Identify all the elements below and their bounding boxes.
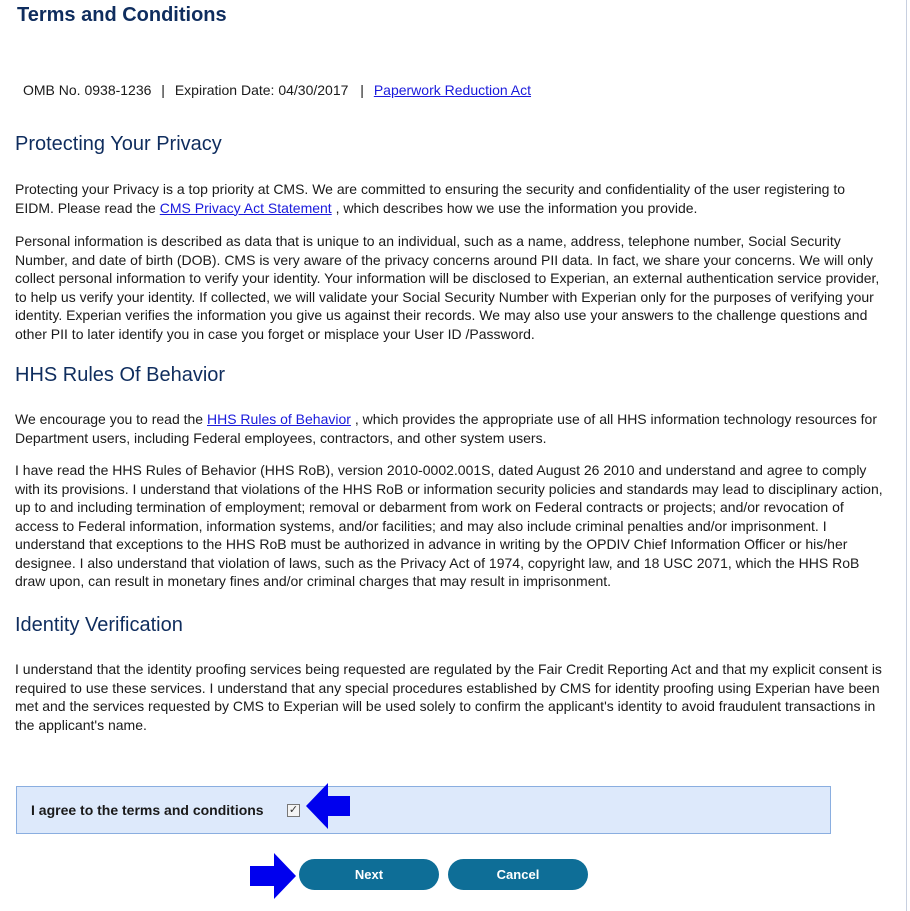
rules-paragraph-2: I have read the HHS Rules of Behavior (HHS RoB), version 2010-0002.001S, dated August 26 2010 and understand and agree to comply with its provisions. I understand that violations of the HHS RoB or information security policies and standards may lead to disciplinary action, up to and including termination of employment; removal or debarment from work on Federal contracts or projects; and/or revocation of access to Federal information, information systems, and/or facilities; and may also include criminal penalties and/or imprisonment. I understand that exceptions to the HHS RoB must be authorized in advance in writing by the OPDIV Chief Information Officer or his/her designee. I also understand that violation of laws, such as the Privacy Act of 1974, copyright law, and 18 USC 2071, which the HHS RoB draw upon, can result in monetary fines and/or criminal charges that may result in imprisonment. <box>15 462 883 589</box>
arrow-left-icon <box>306 783 350 829</box>
identity-paragraph-1: I understand that the identity proofing services being requested are regulated by the Fair Credit Reporting Act and that my explicit consent is required to use these services. I understand that any special procedures established by CMS for identity proofing using Experian have been met and the services requested by CMS to Experian will be used solely to confirm the applicant's identity to avoid fraudulent transactions in the applicant's name. <box>15 661 882 733</box>
arrow-left-shape <box>306 783 350 829</box>
separator: | <box>161 82 165 98</box>
rules-paragraph-1 <box>15 410 887 447</box>
privacy-paragraph-2: Personal information is described as data that is unique to an individual, such as a name, address, telephone number, Social Security Number, and date of birth (DOB). CMS is very aware of the privacy concerns around PII data. In fact, we share your concerns. We will only collect personal information to verify your identity. Your information will be disclosed to Experian, an external authentication service provider, to help us verify your identity. If collected, we will validate your Social Security Number with Experian only for the purposes of verifying your identity. Experian verifies the information you give us against their records. We may also use your answers to the challenge questions and other PII to later identify you in case you forget or misplace your User ID /Password. <box>15 233 880 342</box>
arrow-right-shape <box>250 853 296 899</box>
cms-privacy-act-statement-link[interactable]: CMS Privacy Act Statement <box>159 199 332 216</box>
paperwork-reduction-act-link[interactable]: Paperwork Reduction Act <box>373 82 532 98</box>
page-title: Terms and Conditions <box>17 4 227 26</box>
omb-number: OMB No. 0938-1236 <box>23 82 152 98</box>
separator: | <box>360 82 364 98</box>
hhs-rules-of-behavior-link[interactable]: HHS Rules of Behavior <box>206 411 351 427</box>
page-right-border <box>906 0 907 911</box>
agree-terms-panel <box>16 786 831 834</box>
arrow-right-icon <box>250 853 296 899</box>
rules-p1-text: We encourage you to read the <box>15 411 207 427</box>
rules-heading: HHS Rules Of Behavior <box>15 364 226 386</box>
agree-terms-checkbox[interactable]: ✓ <box>288 804 299 816</box>
privacy-heading: Protecting Your Privacy <box>15 133 222 155</box>
privacy-p1-text: Protecting your Privacy is a top priority at CMS. We are committed to ensuring the security and confidentiality of the user registering to EIDM. Please read the <box>15 181 846 216</box>
agree-terms-label: I agree to the terms and conditions <box>31 802 264 818</box>
cancel-button[interactable]: Cancel <box>448 859 588 890</box>
rules-p1-text-end: , which provides the appropriate use of all HHS information technology resources for Department users, including Federal employees, contractors, and other system users. <box>15 411 877 446</box>
privacy-paragraph-1 <box>15 180 887 217</box>
privacy-p1-text-end: , which describes how we use the information you provide. <box>331 199 698 216</box>
expiration-date: Expiration Date: 04/30/2017 <box>174 82 349 98</box>
omb-info-line <box>23 82 531 98</box>
next-button[interactable]: Next <box>299 859 439 890</box>
identity-heading: Identity Verification <box>15 614 183 636</box>
